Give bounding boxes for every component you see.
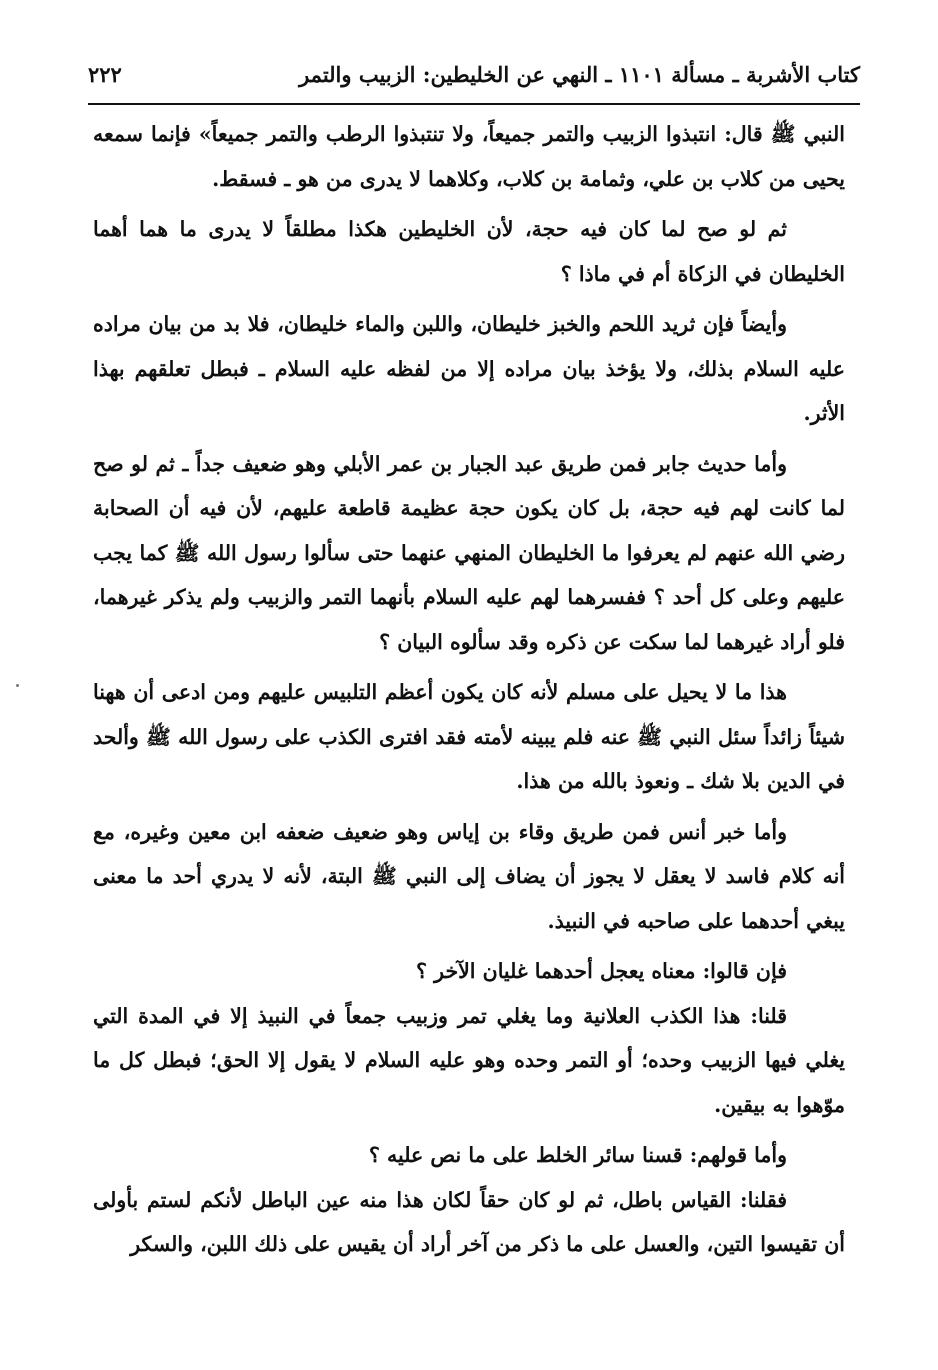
running-header [88,58,860,98]
paragraph-6: وأما خبر أنس فمن طريق وقاء بن إياس وهو ضعيف ضعفه ابن معين وغيره، مع أنه كلام فاسد لا يعقل لا يجوز أن يضاف إلى النبي ﷺ البتة، لأنه لا يدري أحد ما معنى يبغي أحدهما على صاحبه في النبيذ. [93,819,845,933]
paragraph-9: وأما قولهم: قسنا سائر الخلط على ما نص عليه ؟ [369,1143,787,1167]
paragraph-3: وأيضاً فإن ثريد اللحم والخبز خليطان، واللبن والماء خليطان، فلا بد من بيان مراده عليه السلام بذلك، ولا يؤخذ بيان مراده إلا من لفظه عليه السلام ـ فبطل تعلقهم بهذا الأثر. [93,312,845,425]
header-title: كتاب الأشربة ـ مسألة ١١٠١ ـ النهي عن الخليطين: الزبيب والتمر [299,62,860,87]
paragraph-1: النبي ﷺ قال: انتبذوا الزبيب والتمر جميعاً، ولا تنتبذوا الرطب والتمر جميعاً» فإنما سمعه يحيى من كلاب بن علي، وثمامة بن كلاب، وكلاهما لا يدرى من هو ـ فسقط. [93,122,845,191]
paragraph-7: فإن قالوا: معناه يعجل أحدهما غليان الآخر ؟ [416,959,787,983]
body-text [93,112,845,1273]
paragraph-2: ثم لو صح لما كان فيه حجة، لأن الخليطين هكذا مطلقاً لا يدرى ما هما أهما الخليطان في الزكاة أم في ماذا ؟ [93,217,845,286]
paragraph-4: وأما حديث جابر فمن طريق عبد الجبار بن عمر الأبلي وهو ضعيف جداً ـ ثم لو صح لما كانت لهم فيه حجة، بل كان يكون حجة عظيمة قاطعة عليهم، لأن فيه أن الصحابة رضي الله عنهم لم يعرفوا ما الخليطان المنهي عنهما حتى سألوا رسول الله ﷺ كما يجب عليهم وعلى كل أحد ؟ ففسرهما لهم عليه السلام بأنهما التمر والزبيب ولم يذكر غيرهما، فلو أراد غيرهما لما سكت عن ذكره وقد سألوه البيان ؟ [93,451,845,654]
header-rule [88,103,860,105]
paragraph-10: فقلنا: القياس باطل، ثم لو كان حقاً لكان هذا منه عين الباطل لأنكم لستم بأولى أن تقيسوا التين، والعسل على ما ذكر من آخر أراد أن يقيس على ذلك اللبن، والسكر [93,1187,845,1256]
paragraph-5: هذا ما لا يحيل على مسلم لأنه كان يكون أعظم التلبيس عليهم ومن ادعى أن ههنا شيئاً زائداً سئل النبي ﷺ عنه فلم يبينه لأمته فقد افترى الكذب على رسول الله ﷺ وألحد في الدين بلا شك ـ ونعوذ بالله من هذا. [93,680,845,793]
page-number: ٢٢٢ [88,62,122,87]
paragraph-8: قلنا: هذا الكذب العلانية وما يغلي تمر وزبيب جمعاً في النبيذ إلا في المدة التي يغلي فيها الزبيب وحده؛ أو التمر وحده وهو عليه السلام لا يقول إلا الحق؛ فبطل كل ما موّهوا به بيقين. [93,1003,845,1117]
scan-speck [16,684,19,687]
